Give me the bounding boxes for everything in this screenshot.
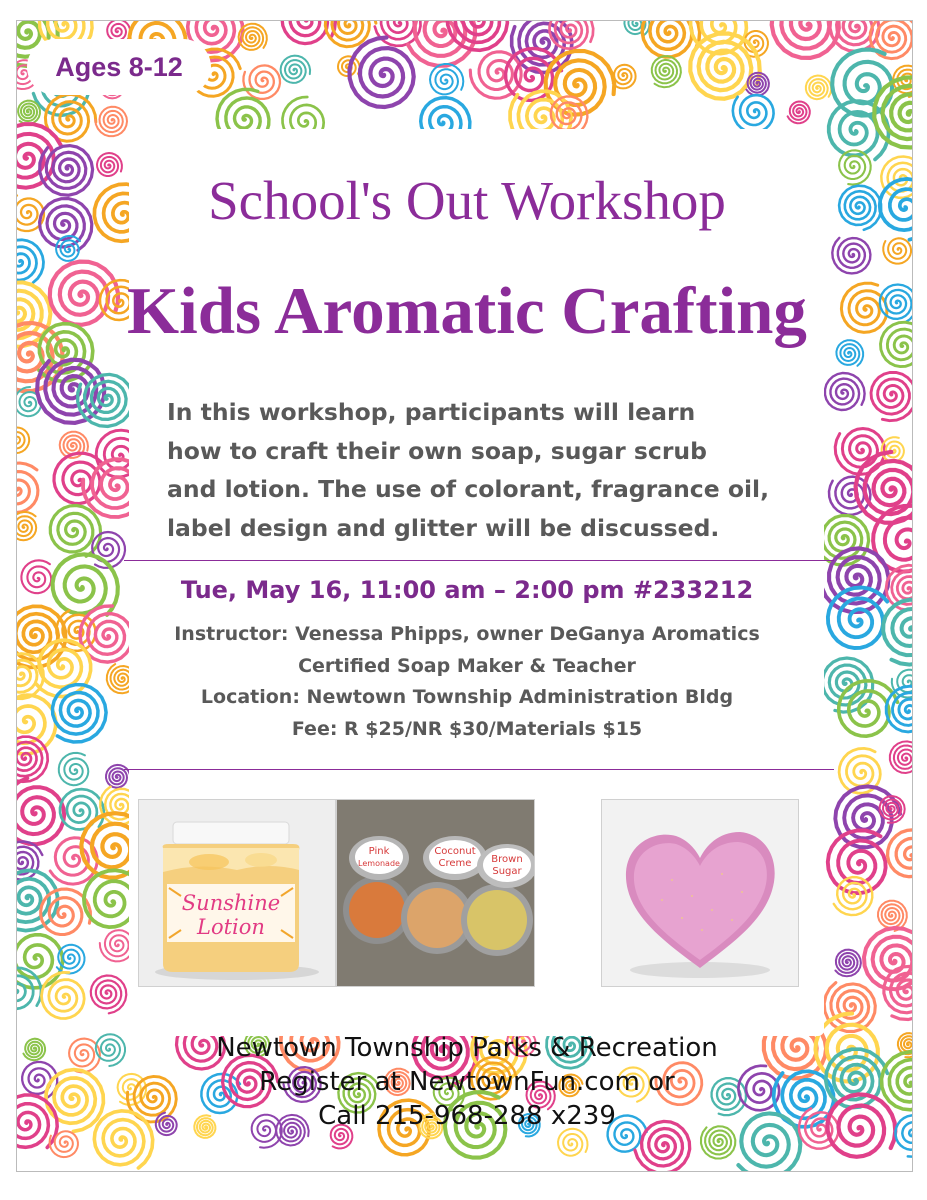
description-line: In this workshop, participants will learn [167, 398, 696, 426]
swirl-shape [56, 236, 80, 261]
swirl-shape [652, 56, 681, 87]
swirl-shape [884, 966, 912, 1019]
swirl-shape [788, 102, 810, 124]
workshop-title: School's Out Workshop [208, 170, 726, 231]
swirl-shape [835, 950, 861, 977]
lotion-label-line1: Sunshine [181, 891, 281, 915]
swirl-shape [17, 240, 44, 283]
swirl-shape [281, 56, 311, 83]
organizer-line: Newtown Township Parks & Recreation [216, 1033, 718, 1063]
footer-contact [167, 1031, 767, 1133]
swirl-shape [17, 463, 38, 513]
swirl-shape [40, 199, 92, 251]
swirl-shape [871, 372, 912, 420]
swirl-shape [890, 741, 912, 773]
swirl-shape [243, 65, 280, 99]
divider [124, 560, 834, 561]
tin-label-1-line2: Lemonade [358, 859, 400, 868]
workshop-description [167, 393, 807, 547]
location-line: Location: Newtown Township Administration Bldg [200, 686, 734, 708]
swirl-shape [69, 1039, 100, 1073]
swirl-shape [624, 21, 649, 36]
swirl-shape [825, 373, 865, 410]
tin-label-3-line2: Sugar [492, 866, 522, 877]
swirl-shape [17, 423, 29, 453]
swirl-shape [350, 38, 414, 108]
swirl-shape [733, 95, 774, 132]
register-line: Register at NewtownFun.com or [259, 1067, 675, 1097]
flyer [16, 20, 913, 1172]
instructor-line: Instructor: Venessa Phipps, owner DeGanya Aromatics [174, 623, 760, 645]
tin-label-1-line1: Pink [368, 846, 390, 857]
swirl-shape [53, 685, 107, 742]
description-line: and lotion. The use of colorant, fragrance oil, [167, 475, 770, 503]
workshop-subtitle: Kids Aromatic Crafting [127, 274, 807, 348]
swirl-shape [95, 107, 127, 136]
ages-badge: Ages 8-12 [27, 39, 211, 95]
swirl-shape [23, 1039, 45, 1061]
divider [124, 769, 834, 770]
swirl-shape [820, 548, 889, 612]
swirl-shape [839, 186, 881, 230]
swirl-shape [430, 64, 463, 94]
swirl-shape [822, 658, 872, 712]
swirl-shape [17, 1095, 57, 1148]
swirl-shape [839, 681, 898, 736]
tin-label-3-line1: Brown [491, 854, 523, 865]
swirl-shape [59, 753, 89, 785]
tin-label-2-line2: Creme [438, 858, 472, 869]
swirl-shape [896, 1115, 913, 1156]
swirl-shape [834, 877, 873, 915]
tin-label-2-line1: Coconut [434, 846, 476, 857]
heart-soap-photo [601, 799, 799, 987]
swirl-shape [882, 437, 904, 461]
swirl-shape [40, 146, 93, 196]
swirl-shape [17, 935, 62, 988]
swirl-shape [60, 789, 104, 829]
swirl-shape [17, 737, 48, 782]
swirl-shape [828, 1094, 896, 1156]
swirl-shape [836, 340, 863, 366]
balm-tins-photo [336, 799, 535, 987]
swirl-shape [839, 150, 871, 184]
swirl-shape [17, 778, 64, 844]
swirl-shape [18, 101, 40, 124]
phone-line: Call 215-968-288 x239 [318, 1101, 616, 1131]
swirl-shape [880, 179, 912, 240]
swirl-shape [746, 73, 769, 96]
swirl-shape [883, 238, 911, 263]
swirl-shape [883, 600, 912, 665]
swirl-shape [806, 76, 831, 100]
swirl-shape [870, 21, 912, 59]
description-line: label design and glitter will be discussed. [167, 513, 720, 542]
event-details [117, 619, 817, 745]
swirl-shape [42, 972, 85, 1018]
swirl-shape [856, 452, 912, 523]
swirl-shape [94, 1111, 152, 1168]
swirl-shape [91, 976, 127, 1014]
swirl-shape [17, 124, 61, 188]
swirl-shape [17, 512, 36, 540]
swirl-shape [882, 1052, 913, 1110]
swirl-shape [239, 24, 267, 50]
credentials-line: Certified Soap Maker & Teacher [298, 654, 636, 677]
description-line: how to craft their own soap, sugar scrub [167, 436, 707, 465]
swirl-shape [46, 1070, 103, 1132]
lotion-label-line2: Lotion [197, 915, 265, 939]
swirl-shape [881, 322, 913, 366]
lotion-jar-photo [138, 799, 336, 987]
swirl-shape [832, 238, 870, 274]
swirl-shape [21, 560, 51, 593]
fee-line: Fee: R $25/NR $30/Materials $15 [291, 717, 643, 740]
swirl-shape [888, 830, 912, 885]
event-date-time: Tue, May 16, 11:00 am – 2:00 pm #233212 [180, 576, 754, 604]
swirl-shape [828, 588, 887, 649]
